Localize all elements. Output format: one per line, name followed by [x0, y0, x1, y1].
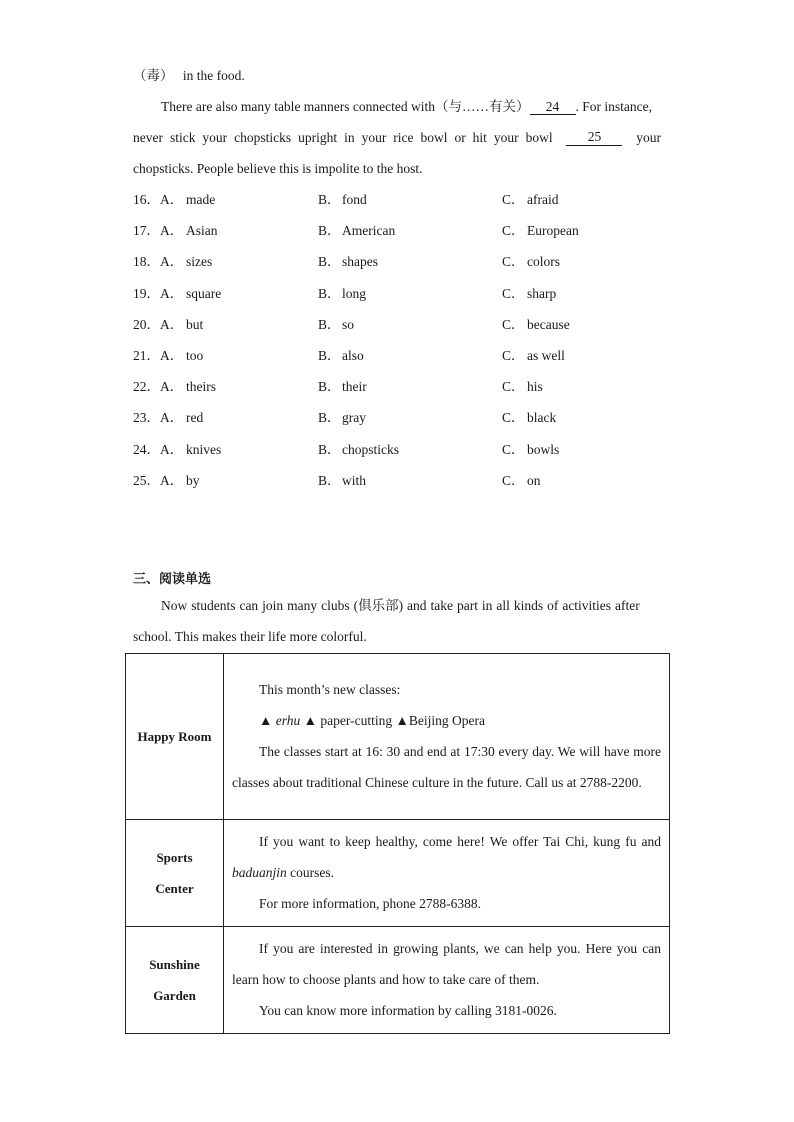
option-c: because	[527, 317, 570, 332]
sports-center-offer-end: courses.	[290, 865, 335, 880]
option-a: sizes	[186, 254, 213, 269]
option-row-18	[133, 254, 693, 270]
option-c: European	[527, 223, 579, 238]
option-a: by	[186, 473, 200, 488]
option-b: chopsticks	[342, 442, 399, 457]
option-a: square	[186, 286, 222, 301]
option-c-label: C．	[502, 192, 525, 207]
question-number: 20．A．	[133, 317, 184, 332]
section-title: 三、阅读单选	[133, 572, 212, 587]
option-row-21	[133, 348, 693, 364]
poison-gloss: （毒）	[133, 68, 174, 83]
option-c-label: C．	[502, 410, 525, 425]
blank-25: 25	[566, 130, 622, 146]
table-row	[126, 927, 670, 1034]
question-number: 24．A．	[133, 442, 184, 457]
passage-line-2-after: . For instance,	[575, 99, 653, 114]
option-c: on	[527, 473, 541, 488]
club-name: Happy Room	[137, 729, 212, 744]
question-number: 19．A．	[133, 286, 184, 301]
passage-line-1-text: in the food.	[182, 68, 245, 83]
sunshine-garden-phone: You can know more information by calling 3181-0026.	[259, 1003, 557, 1018]
option-a: red	[186, 410, 204, 425]
passage-line-4: chopsticks. People believe this is impolite to the host.	[133, 161, 423, 176]
club-description-cell	[224, 927, 670, 1034]
option-b: also	[342, 348, 364, 363]
clubs-table	[125, 653, 670, 1034]
option-row-20	[133, 317, 693, 333]
club-name-line-2: Garden	[153, 988, 196, 1003]
option-b-label: B．	[318, 442, 341, 457]
option-b-label: B．	[318, 223, 341, 238]
option-row-22	[133, 379, 693, 395]
club-name-line-2: Center	[155, 881, 194, 896]
club-description-cell	[224, 654, 670, 820]
option-c: afraid	[527, 192, 559, 207]
passage-line-2	[161, 99, 661, 115]
option-c: sharp	[527, 286, 557, 301]
section-intro-line-2: school. This makes their life more colorful.	[133, 629, 367, 644]
option-a: Asian	[186, 223, 218, 238]
option-b-label: B．	[318, 317, 341, 332]
question-number: 16．A．	[133, 192, 184, 207]
option-row-25	[133, 473, 693, 489]
passage-line-3	[133, 130, 661, 146]
option-b: fond	[342, 192, 367, 207]
option-b-label: B．	[318, 286, 341, 301]
option-row-16	[133, 192, 693, 208]
option-c-label: C．	[502, 223, 525, 238]
option-c: bowls	[527, 442, 560, 457]
sunshine-garden-offer: If you are interested in growing plants, we can help you. Here you can learn how to choose plants and how to take care of them.	[232, 941, 661, 987]
option-a: too	[186, 348, 204, 363]
triangle-bullet-icon: ▲	[259, 713, 273, 728]
option-c-label: C．	[502, 254, 525, 269]
blank-24: 24	[530, 100, 576, 115]
option-row-17	[133, 223, 693, 239]
table-row	[126, 820, 670, 927]
triangle-bullet-icon: ▲	[395, 713, 409, 728]
option-b-label: B．	[318, 379, 341, 394]
passage-line-3-after: your	[636, 130, 661, 145]
option-row-24	[133, 442, 693, 458]
option-c-label: C．	[502, 379, 525, 394]
happy-room-intro: This month’s new classes:	[259, 682, 401, 697]
question-number: 17．A．	[133, 223, 184, 238]
sports-center-phone: For more information, phone 2788-6388.	[259, 896, 481, 911]
option-b: with	[342, 473, 367, 488]
option-c: his	[527, 379, 543, 394]
option-b-label: B．	[318, 410, 341, 425]
question-number: 23．A．	[133, 410, 184, 425]
option-a: but	[186, 317, 204, 332]
baduanjin-term: baduanjin	[232, 865, 287, 880]
option-c: black	[527, 410, 557, 425]
club-name-line-1: Sports	[156, 850, 193, 865]
option-b: so	[342, 317, 355, 332]
option-b-label: B．	[318, 348, 341, 363]
club-name-cell	[126, 820, 224, 927]
sports-center-offer	[232, 826, 661, 888]
club-name-cell	[126, 927, 224, 1034]
club-name-cell	[126, 654, 224, 820]
question-number: 22．A．	[133, 379, 184, 394]
option-a: theirs	[186, 379, 216, 394]
triangle-bullet-icon: ▲	[303, 713, 318, 728]
option-b: long	[342, 286, 367, 301]
class-paper-cutting: paper-cutting	[320, 713, 393, 728]
option-c-label: C．	[502, 473, 525, 488]
option-a: knives	[186, 442, 222, 457]
option-c-label: C．	[502, 317, 525, 332]
club-name-line-1: Sunshine	[149, 957, 200, 972]
section-intro-text-1: Now students can join many clubs (俱乐部) and take part in all kinds of activities after	[161, 598, 640, 613]
option-c-label: C．	[502, 442, 525, 457]
option-b: gray	[342, 410, 366, 425]
option-c: as well	[527, 348, 565, 363]
question-number: 18．A．	[133, 254, 184, 269]
option-b: American	[342, 223, 396, 238]
table-row	[126, 654, 670, 820]
option-c-label: C．	[502, 348, 525, 363]
club-description-cell	[224, 820, 670, 927]
section-intro-line-1	[161, 598, 661, 614]
passage-line-2-text: There are also many table manners connected with（与……有关）	[161, 99, 530, 114]
option-row-19	[133, 286, 693, 302]
passage-line-3-text: never stick your chopsticks upright in your rice bowl or hit your bowl	[133, 130, 553, 145]
option-row-23	[133, 410, 693, 426]
option-a: made	[186, 192, 216, 207]
happy-room-classes	[232, 705, 661, 736]
option-b-label: B．	[318, 254, 341, 269]
question-number: 25．A．	[133, 473, 184, 488]
option-b-label: B．	[318, 192, 341, 207]
class-erhu: erhu	[275, 713, 301, 728]
option-c: colors	[527, 254, 560, 269]
option-b: their	[342, 379, 367, 394]
happy-room-schedule: The classes start at 16: 30 and end at 17:30 every day. We will have more classes about traditional Chinese culture in the future. Call us at 2788-2200.	[232, 744, 661, 790]
option-b-label: B．	[318, 473, 341, 488]
class-beijing-opera: Beijing Opera	[408, 713, 485, 728]
sports-center-offer-text: If you want to keep healthy, come here! We offer Tai Chi, kung fu and	[259, 834, 661, 849]
question-number: 21．A．	[133, 348, 184, 363]
option-c-label: C．	[502, 286, 525, 301]
option-b: shapes	[342, 254, 378, 269]
passage-line-1	[133, 68, 245, 84]
